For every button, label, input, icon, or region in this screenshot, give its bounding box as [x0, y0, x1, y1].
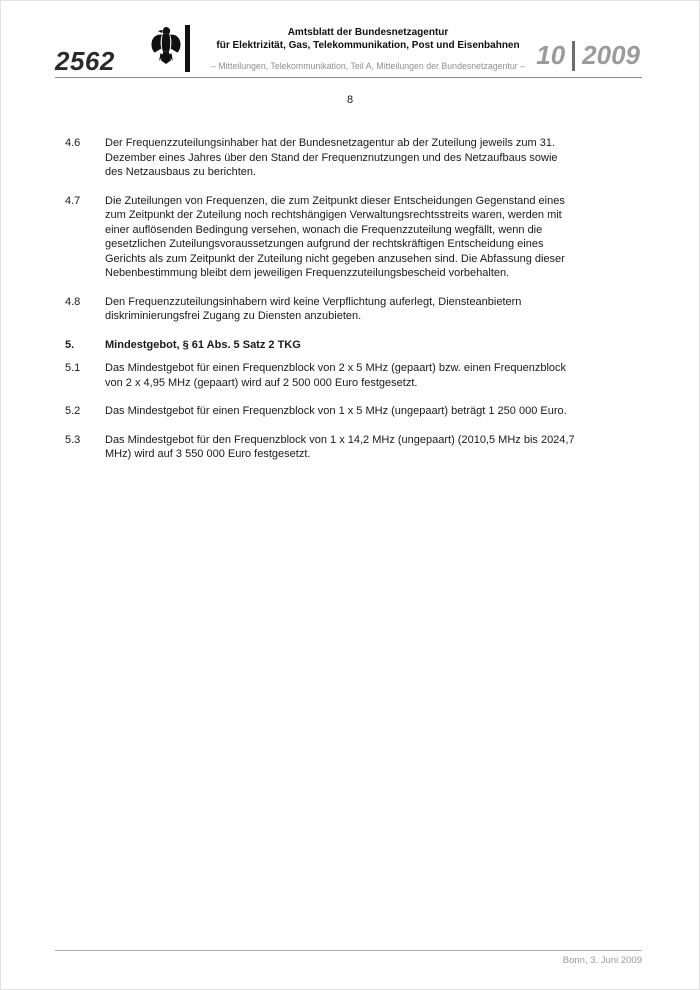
issue-number: 10: [536, 40, 566, 70]
paragraph-text: Das Mindestgebot für den Frequenzblock von 1 x 14,2 MHz (ungepaart) (2010,5 MHz bis 2024,7 MHz) wird auf 3 550 000 Euro festgesetzt.: [105, 433, 575, 460]
paragraph-number: 4.7: [65, 194, 81, 207]
paragraph-item-4-7: [65, 194, 577, 281]
footer-rule: [55, 950, 642, 951]
paragraph-number: 5.3: [65, 433, 81, 446]
issue-year: 2009: [582, 40, 640, 70]
section-title: Mindestgebot, § 61 Abs. 5 Satz 2 TKG: [105, 338, 301, 351]
paragraph-text: Das Mindestgebot für einen Frequenzblock von 2 x 5 MHz (gepaart) bzw. einen Frequenzblock von 2 x 4,95 MHz (gepaart) wird auf 2 500 000 Euro festgesetzt.: [105, 362, 567, 389]
issue-label: [536, 40, 640, 71]
paragraph-number: 4.6: [65, 137, 81, 149]
federal-eagle-icon: [150, 25, 182, 72]
paragraph-item-5-3: [65, 433, 577, 462]
issue-separator-bar: [572, 41, 575, 71]
header-rule: [55, 77, 642, 78]
paragraph-item-4-8: [65, 295, 577, 324]
paragraph-text: Die Zuteilungen von Frequenzen, die zum Zeitpunkt dieser Entscheidungen Gegenstand eines zum Zeitpunkt der Zuteilung noch rechtshängigen Verwaltungsrechtsstreits waren, werden mit einer auflösenden Bedingung versehen, wonach die Frequenzzuteilung wegfällt, wenn die gesetzlichen Zuteilungsvoraussetzungen aufgrund der rechtskräftigen Entscheidung eines Gerichts als zum Zeitpunkt der Zuteilung nicht gegeben anzusehen sind. Die Abfassung dieser Nebenbestimmung bleibt dem jeweiligen Frequenzzuteilungsbescheid vorbehalten.: [105, 194, 565, 279]
page-number: 8: [346, 94, 354, 106]
paragraph-number: 5.2: [65, 405, 81, 417]
paragraph-text: Der Frequenzzuteilungsinhaber hat der Bundesnetzagentur ab der Zuteilung jeweils zum 31. Dezember eines Jahres über den Stand der Frequenznutzungen und des Netzaufbaus sowie des Netzausbaus zu berichten.: [105, 137, 558, 178]
masthead-title-line1: Amtsblatt der Bundesnetzagentur: [287, 27, 449, 38]
masthead-subtitle: – Mitteilungen, Telekommunikation, Teil A, Mitteilungen der Bundesnetzagentur –: [210, 61, 526, 71]
journal-number: 2562: [55, 46, 115, 76]
paragraph-text: Den Frequenzzuteilungsinhabern wird keine Verpflichtung auferlegt, Diensteanbietern diskriminierungsfrei Zugang zu Diensten anzubieten.: [105, 295, 522, 322]
section-number: 5.: [65, 338, 75, 351]
paragraph-item-4-6: [65, 136, 577, 180]
paragraph-number: 4.8: [65, 295, 81, 308]
masthead-titles: [183, 26, 553, 72]
document-body: [65, 136, 577, 476]
paragraph-item-5-1: [65, 361, 577, 390]
masthead-title-line2: für Elektrizität, Gas, Telekommunikation, Post und Eisenbahnen: [216, 40, 520, 51]
paragraph-item-5-2: [65, 404, 577, 419]
paragraph-text: Das Mindestgebot für einen Frequenzblock von 1 x 5 MHz (ungepaart) beträgt 1 250 000 Euro.: [105, 405, 567, 417]
paragraph-number: 5.1: [65, 362, 81, 374]
footer-date: Bonn, 3. Juni 2009: [562, 955, 642, 966]
section-heading-5: [65, 338, 577, 353]
